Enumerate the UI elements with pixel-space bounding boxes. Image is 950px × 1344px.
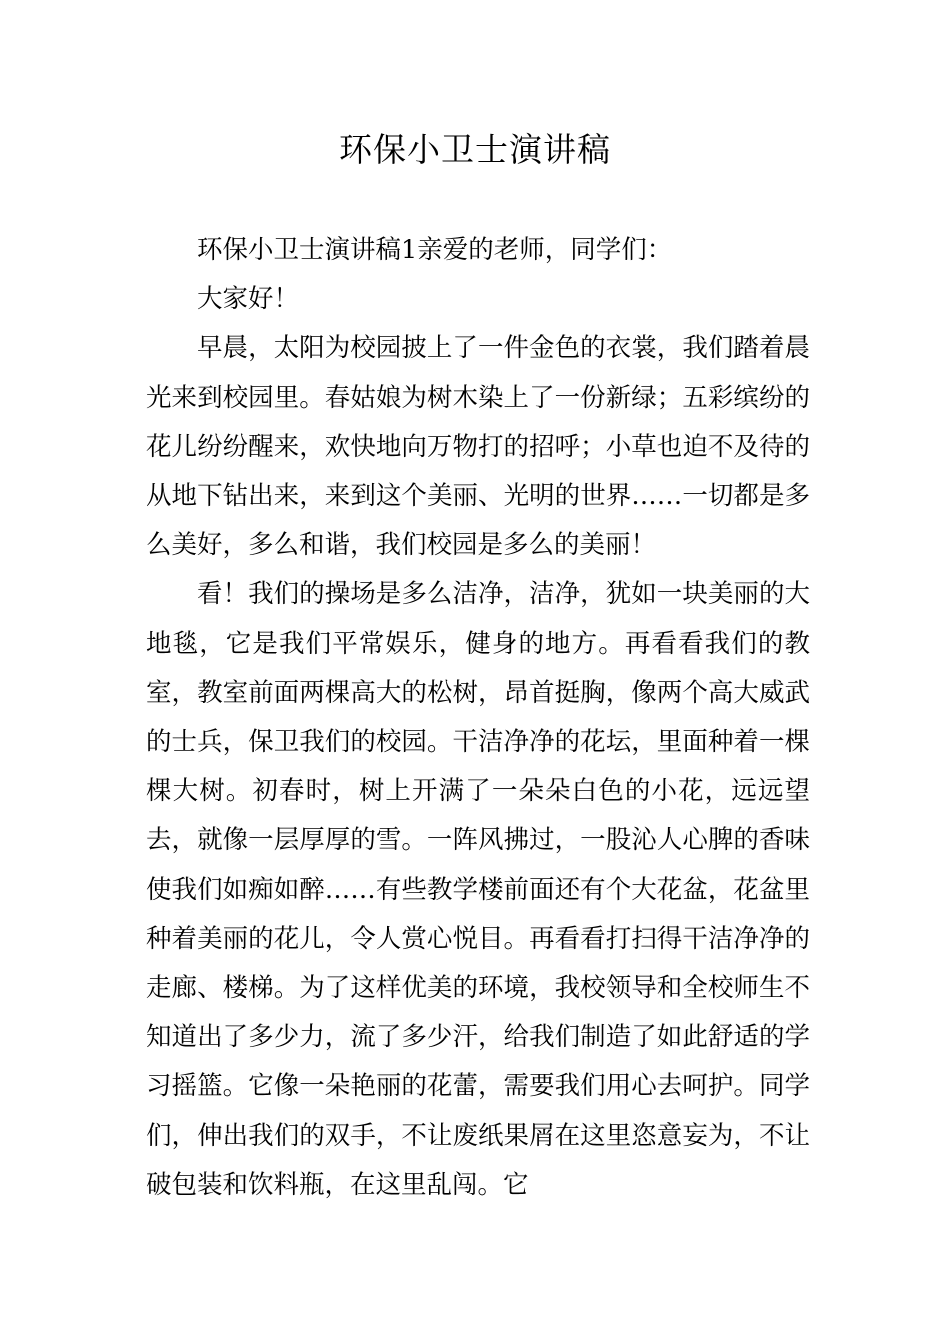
paragraph-hello: 大家好！ bbox=[197, 284, 300, 315]
document-title: 环保小卫士演讲稿 bbox=[339, 130, 611, 169]
document-body bbox=[146, 226, 810, 1210]
paragraph-greeting: 环保小卫士演讲稿1亲爱的老师，同学们： bbox=[197, 235, 673, 265]
paragraph-morning: 早晨，太阳为校园披上了一件金色的衣裳，我们踏着晨光来到校园里。春姑娘为树木染上了一份新绿；五彩缤纷的花儿纷纷醒来，欢快地向万物打的招呼；小草也迫不及待的从地下钻出来，来到这个美丽、光明的世界……一切都是多么美好，多么和谐，我们校园是多么的美丽！ bbox=[146, 333, 810, 561]
paragraph-campus: 看！我们的操场是多么洁净，洁净，犹如一块美丽的大地毯，它是我们平常娱乐，健身的地方。再看看我们的教室，教室前面两棵高大的松树，昂首挺胸，像两个高大威武的士兵，保卫我们的校园。干洁净净的花坛，里面种着一棵棵大树。初春时，树上开满了一朵朵白色的小花，远远望去，就像一层厚厚的雪。一阵风拂过，一股沁人心脾的香味使我们如痴如醉……有些教学楼前面还有个大花盆，花盆里种着美丽的花儿，令人赏心悦目。再看看打扫得干洁净净的走廊、楼梯。为了这样优美的环境，我校领导和全校师生不知道出了多少力，流了多少汗，给我们制造了如此舒适的学习摇篮。它像一朵艳丽的花蕾，需要我们用心去呵护。同学们，伸出我们的双手，不让废纸果屑在这里恣意妄为，不让破包装和饮料瓶，在这里乱闯。它 bbox=[146, 579, 810, 1200]
